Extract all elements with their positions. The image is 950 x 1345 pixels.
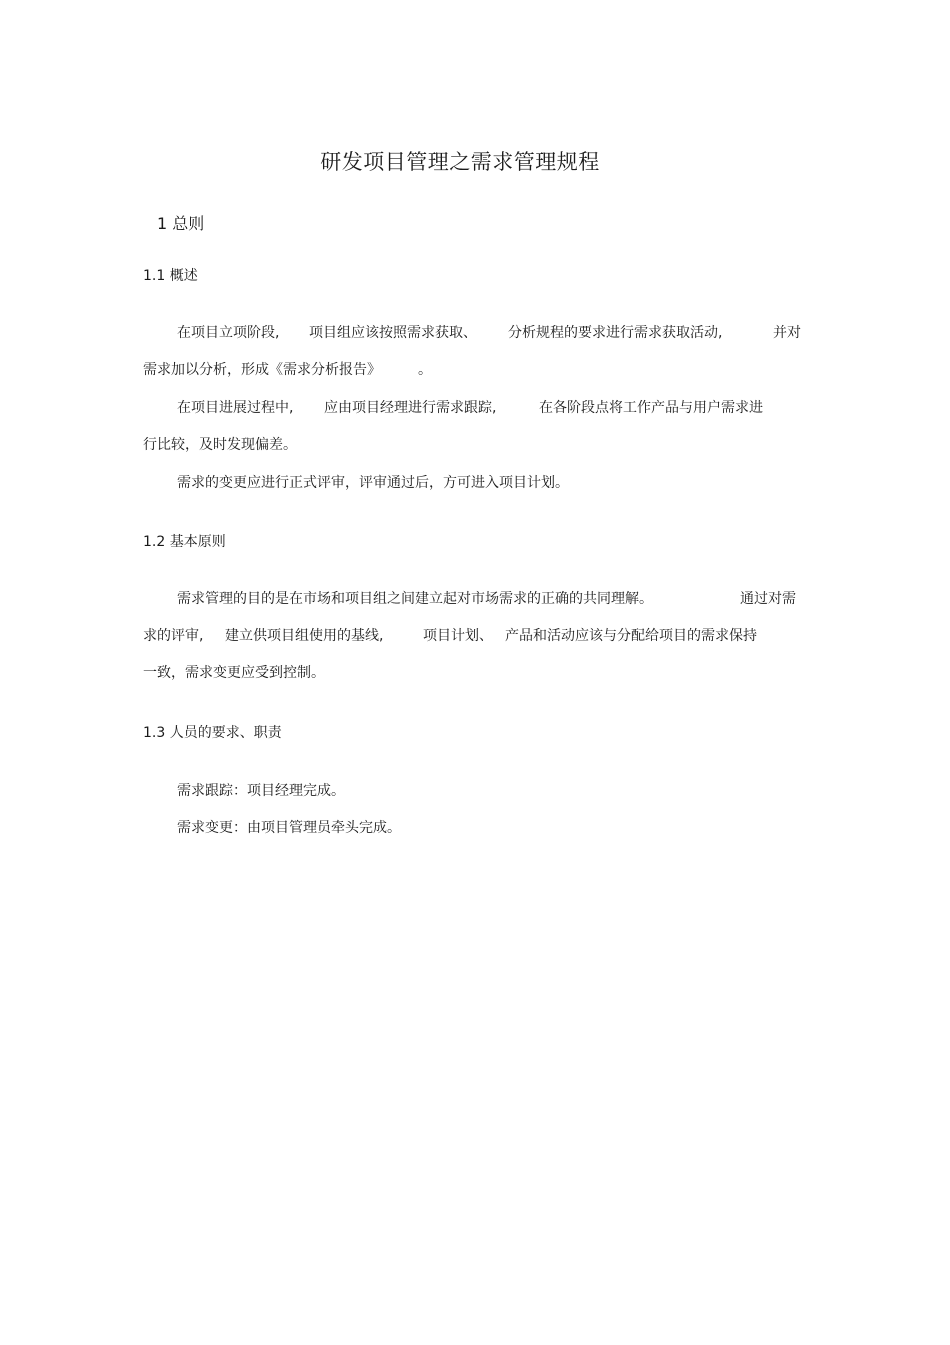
paragraph-line (0, 626, 950, 646)
text-segment: 。 (418, 362, 432, 378)
text-segment: 应由项目经理进行需求跟踪, (324, 400, 497, 416)
section-heading-general: 1 总则 (157, 214, 205, 233)
text-segment: 分析规程的要求进行需求获取活动, (508, 325, 723, 341)
text-segment: 在各阶段点将工作产品与用户需求进 (539, 400, 763, 416)
paragraph-line (0, 589, 950, 609)
paragraph-line: 一致，需求变更应受到控制。 (143, 665, 325, 681)
document-title: 研发项目管理之需求管理规程 (320, 150, 600, 174)
paragraph-line (0, 360, 950, 380)
text-segment: 并对 (773, 325, 801, 341)
paragraph-line: 需求的变更应进行正式评审，评审通过后，方可进入项目计划。 (177, 475, 569, 491)
text-segment: 项目计划、 (423, 628, 493, 644)
text-segment: 需求管理的目的是在市场和项目组之间建立起对市场需求的正确的共同理解。 (177, 591, 653, 607)
paragraph-line (0, 398, 950, 418)
paragraph-line (0, 323, 950, 343)
paragraph-line: 行比较，及时发现偏差。 (143, 437, 297, 453)
subsection-heading-roles: 1.3 人员的要求、职责 (143, 725, 282, 741)
text-segment: 在项目进展过程中, (177, 400, 294, 416)
text-segment: 通过对需 (740, 591, 796, 607)
text-segment: 项目组应该按照需求获取、 (309, 325, 477, 341)
text-segment: 求的评审, (143, 628, 204, 644)
text-segment: 产品和活动应该与分配给项目的需求保持 (505, 628, 757, 644)
text-segment: 建立供项目组使用的基线, (225, 628, 384, 644)
list-item: 需求变更：由项目管理员牵头完成。 (177, 820, 401, 836)
text-segment: 需求加以分析，形成《需求分析报告》 (143, 362, 381, 378)
subsection-heading-principles: 1.2 基本原则 (143, 534, 226, 550)
list-item: 需求跟踪：项目经理完成。 (177, 783, 345, 799)
text-segment: 在项目立项阶段, (177, 325, 280, 341)
subsection-heading-overview: 1.1 概述 (143, 268, 198, 284)
